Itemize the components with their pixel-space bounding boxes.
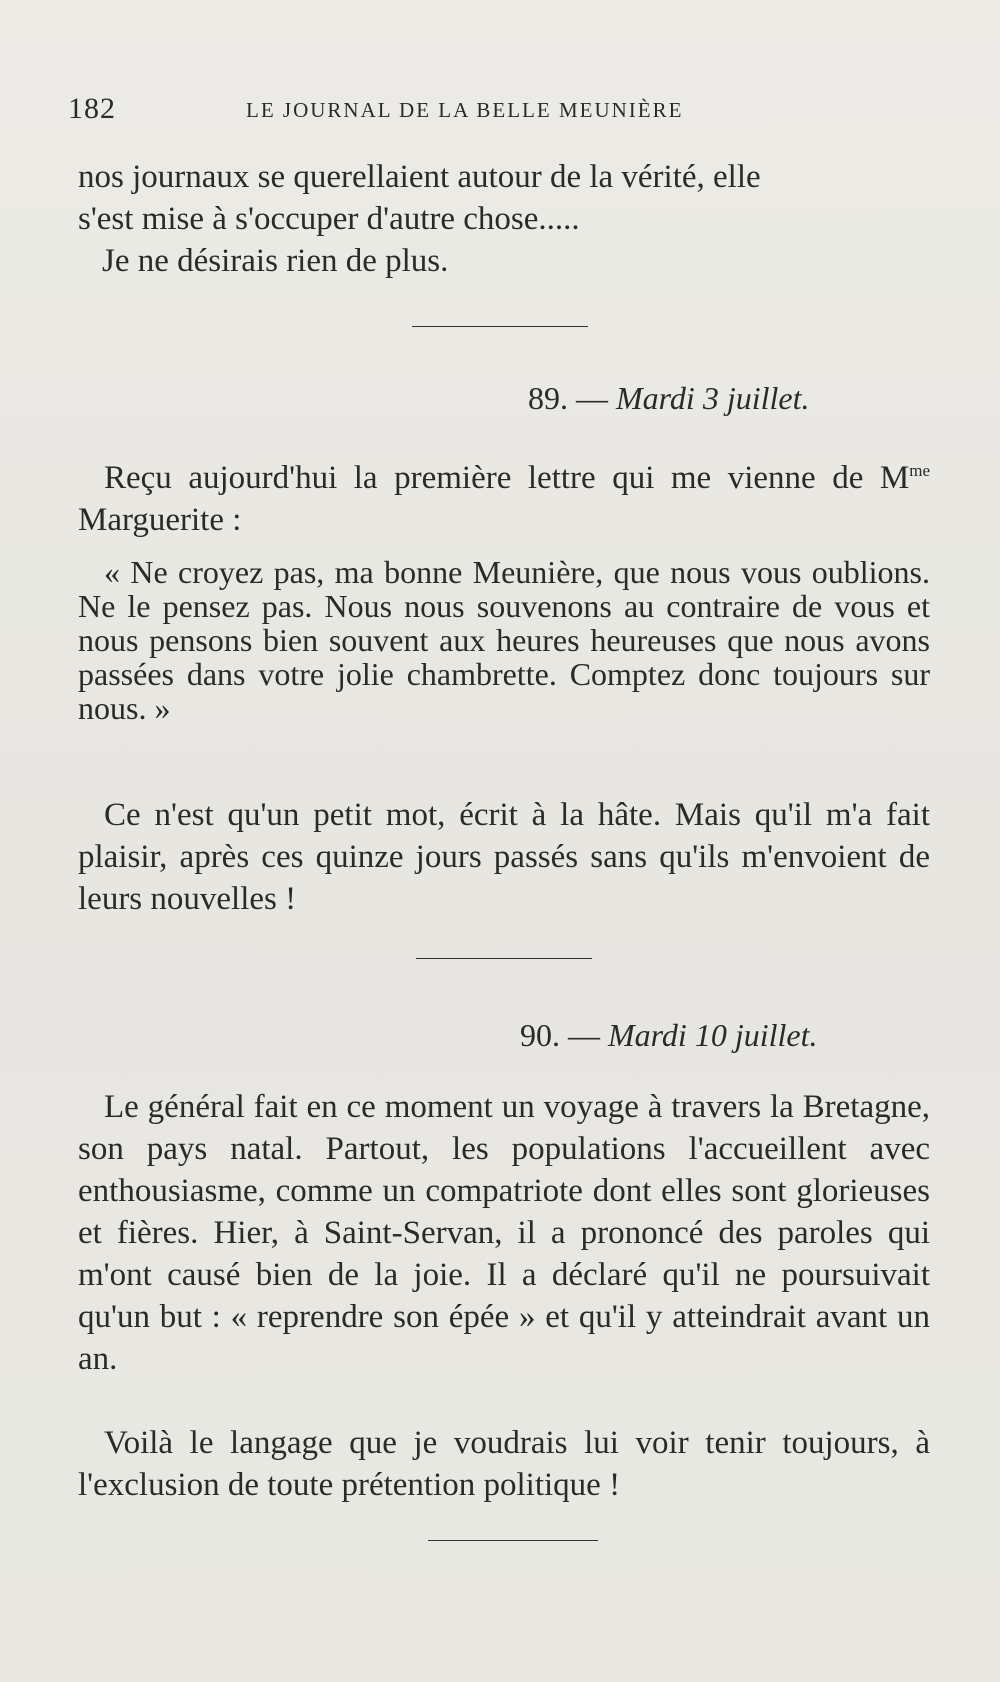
continuation-line-2: s'est mise à s'occuper d'autre chose..... xyxy=(78,201,580,237)
letter-quote: « Ne croyez pas, ma bonne Meunière, que nous vous oublions. Ne le pensez pas. Nous nous souvenons au contraire de vous et nous pensons bien souvent aux heures heureuses que nous avons passées dans votre jolie chambrette. Comptez donc toujours sur nous. » xyxy=(78,554,930,726)
running-title: LE JOURNAL DE LA BELLE MEUNIÈRE xyxy=(246,98,684,122)
entry-date: Mardi 3 juillet. xyxy=(616,380,810,416)
entry-90-paragraph-2: Voilà le langage que je voudrais lui voir tenir toujours, à l'exclusion de toute prétention politique ! xyxy=(78,1425,930,1503)
entry-heading-90 xyxy=(520,1017,817,1054)
section-divider xyxy=(412,326,588,327)
entry-89-comment: Ce n'est qu'un petit mot, écrit à la hâte. Mais qu'il m'a fait plaisir, après ces quinze jours passés sans qu'ils m'envoient de leurs nouvelles ! xyxy=(78,797,930,917)
running-head xyxy=(68,92,888,132)
intro-text-end: Marguerite : xyxy=(78,502,242,538)
entry-90-paragraph-1: Le général fait en ce moment un voyage à travers la Bretagne, son pays natal. Partout, les populations l'accueillent avec enthousiasme, comme un compatriote dont elles sont glorieuses et fières. Hier, à Saint-Servan, il a prononcé des paroles qui m'ont causé bien de la joie. Il a déclaré qu'il ne poursuivait qu'un but : « reprendre son épée » et qu'il y atteindrait avant un an. xyxy=(78,1089,930,1377)
continuation-line-3: Je ne désirais rien de plus. xyxy=(102,243,449,279)
entry-date: Mardi 10 juillet. xyxy=(608,1017,818,1053)
continuation-line-1: nos journaux se querellaient autour de la vérité, elle xyxy=(78,159,761,195)
entry-89-intro xyxy=(78,450,930,541)
intro-text: Reçu aujourd'hui la première lettre qui me vienne de M xyxy=(104,460,910,496)
section-divider xyxy=(416,958,592,959)
entry-number: 89. — xyxy=(528,380,608,416)
intro-superscript: me xyxy=(909,461,930,480)
entry-number: 90. — xyxy=(520,1017,600,1053)
page-number: 182 xyxy=(68,92,116,125)
entry-heading-89 xyxy=(528,380,809,417)
section-divider xyxy=(428,1540,598,1541)
